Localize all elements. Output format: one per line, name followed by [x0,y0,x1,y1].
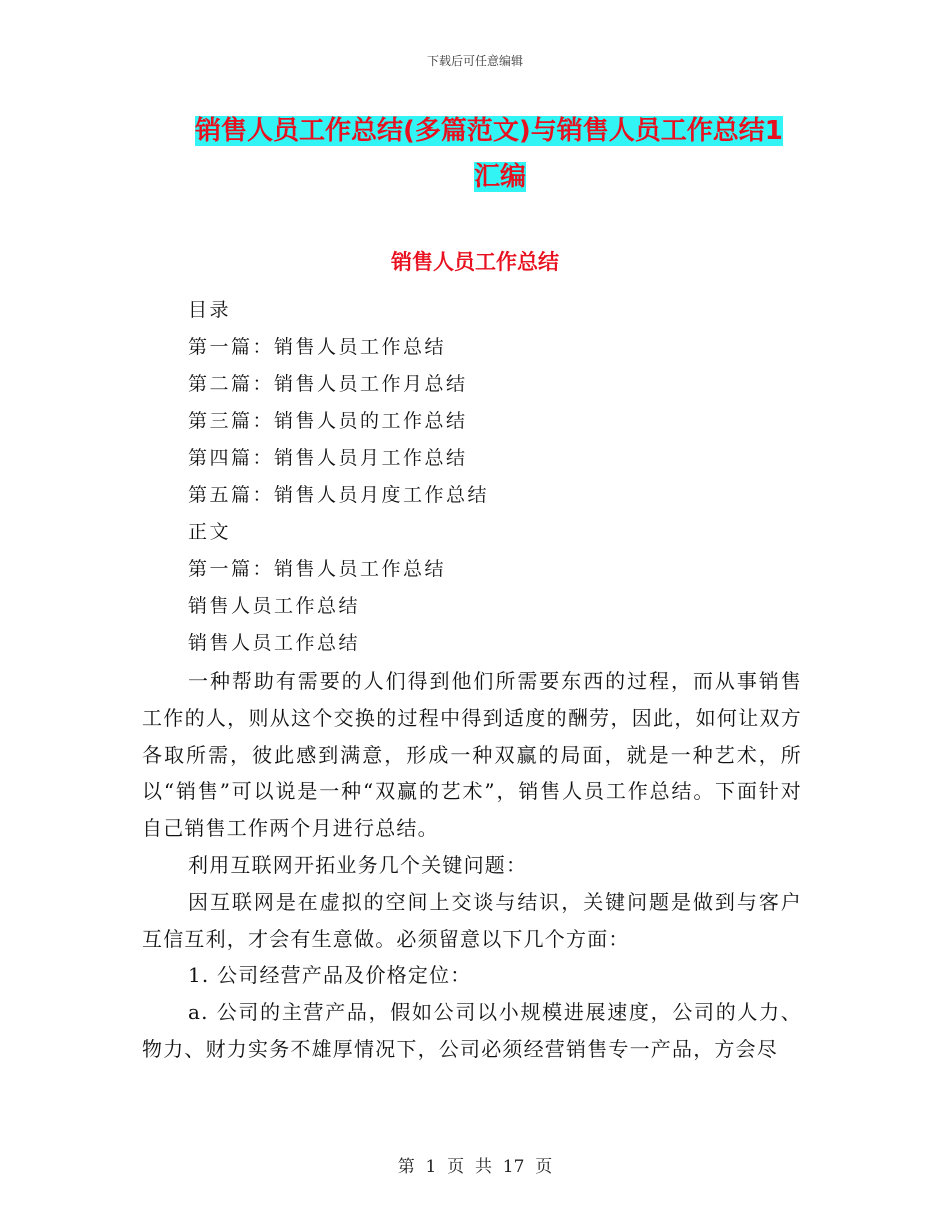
paragraph: 因互联网是在虚拟的空间上交谈与结识，关键问题是做到与客户互信互利，才会有生意做。必须留意以下几个方面： [142,889,802,951]
section-title: 销售人员工作总结 [391,250,559,274]
paragraph: a. 公司的主营产品，假如公司以小规模进展速度，公司的人力、物力、财力实务不雄厚情况下，公司必须经营销售专一产品，方会尽 [142,1000,802,1061]
paragraph: 一种帮助有需要的人们得到他们所需要东西的过程，而从事销售工作的人，则从这个交换的过程中得到适度的酬劳，因此，如何让双方各取所需，彼此感到满意，形成一种双赢的局面，就是一种艺术，所以“销售”可以说是一种“双赢的艺术”，销售人员工作总结。下面针对自己销售工作两个月进行总结。 [142,669,802,841]
toc-item: 第四篇：销售人员月工作总结 [188,447,468,469]
table-of-contents [188,292,489,662]
toc-heading: 目录 [188,299,232,321]
toc-item: 第五篇：销售人员月度工作总结 [188,484,490,506]
document-title [195,108,805,200]
chapter-title: 销售人员工作总结 [188,595,361,617]
header-note: 下载后可任意编辑 [426,54,523,68]
toc-item: 第一篇：销售人员工作总结 [188,336,447,358]
toc-item: 第二篇：销售人员工作月总结 [188,373,468,395]
paragraph: 1. 公司经营产品及价格定位： [188,963,472,988]
body-text [142,663,802,1068]
chapter-heading: 第一篇：销售人员工作总结 [188,558,447,580]
title-line-1: 销售人员工作总结(多篇范文)与销售人员工作总结1 [195,116,783,146]
page-footer: 第 1 页 共 17 页 [397,1157,553,1177]
paragraph: 利用互联网开拓业务几个关键问题： [188,852,528,877]
title-line-2: 汇编 [473,162,526,192]
body-heading: 正文 [188,521,232,543]
toc-item: 第三篇：销售人员的工作总结 [188,410,468,432]
chapter-title: 销售人员工作总结 [188,632,361,654]
